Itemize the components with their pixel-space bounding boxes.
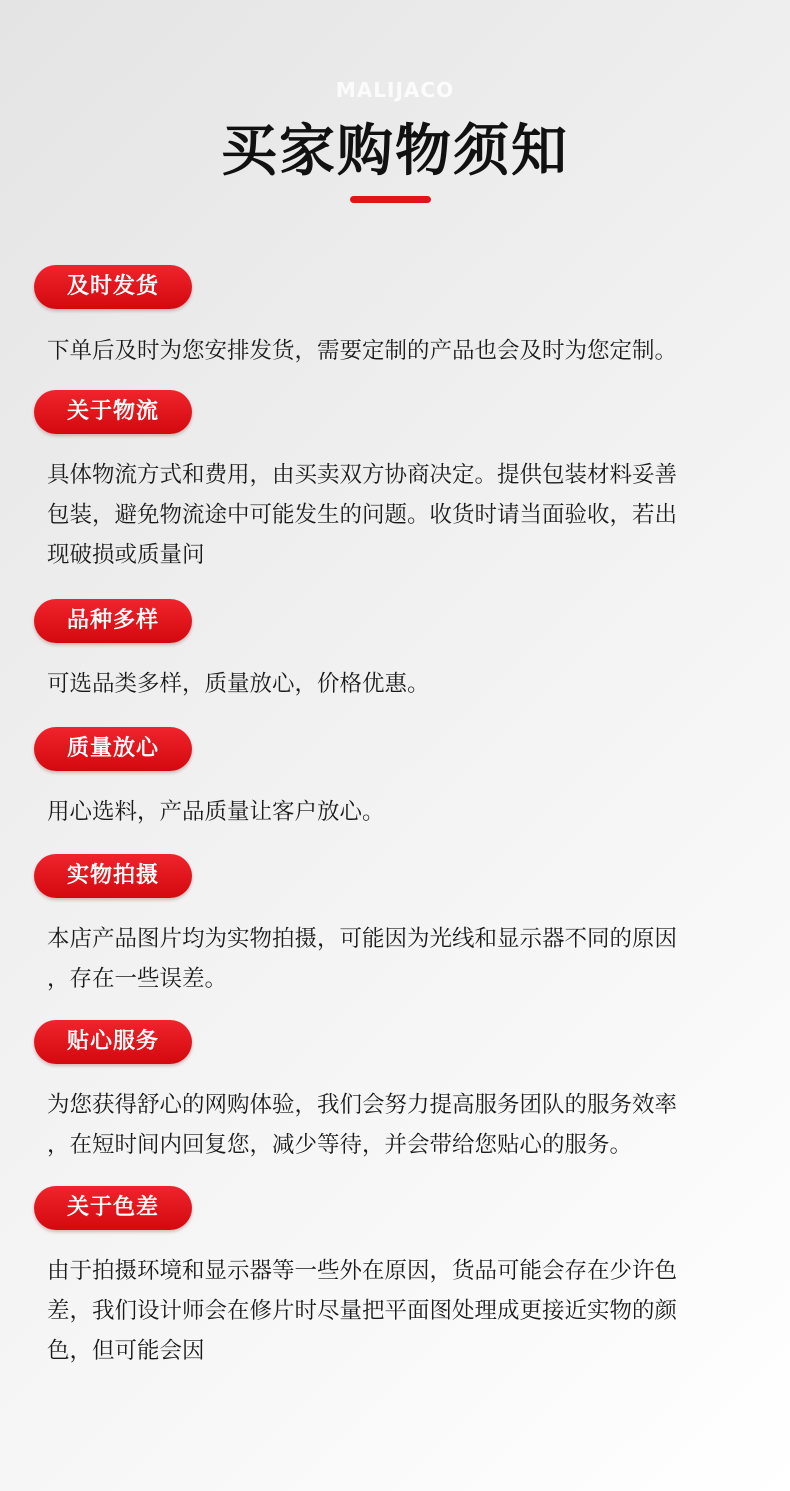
section-text: 可选品类多样，质量放心，价格优惠。: [47, 671, 430, 697]
brand-watermark: MALIJACO: [335, 78, 455, 102]
section-badge: 品种多样: [34, 599, 192, 643]
section-badge: 贴心服务: [34, 1020, 192, 1064]
section-text: 本店产品图片均为实物拍摄，可能因为光线和显示器不同的原因 ，存在一些误差。: [47, 926, 678, 992]
section-text: 具体物流方式和费用，由买卖双方协商决定。提供包装材料妥善 包装，避免物流途中可能发生的问题。收货时请当面验收，若出 现破损或质量问: [47, 462, 678, 568]
section-badge: 关于色差: [34, 1186, 192, 1230]
page-title: 买家购物须知: [221, 119, 569, 184]
section-badge: 及时发货: [34, 265, 192, 309]
section-badge: 实物拍摄: [34, 854, 192, 898]
section-text: 由于拍摄环境和显示器等一些外在原因，货品可能会存在少许色 差，我们设计师会在修片时尽量把平面图处理成更接近实物的颜 色，但可能会因: [47, 1258, 678, 1364]
section-text: 为您获得舒心的网购体验，我们会努力提高服务团队的服务效率 ，在短时间内回复您，减少等待，并会带给您贴心的服务。: [47, 1092, 678, 1158]
title-underline: [350, 196, 431, 203]
section-badge: 质量放心: [34, 727, 192, 771]
section-badge: 关于物流: [34, 390, 192, 434]
section-text: 下单后及时为您安排发货，需要定制的产品也会及时为您定制。: [47, 338, 678, 364]
section-text: 用心选料，产品质量让客户放心。: [47, 799, 385, 825]
